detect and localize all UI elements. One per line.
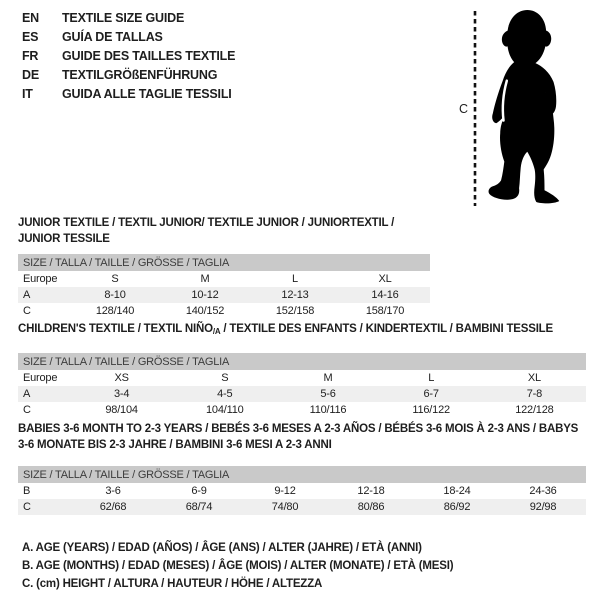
size-value-cell: 116/122: [412, 404, 450, 416]
size-value-cell: 3-4: [113, 388, 130, 400]
size-value-cell: 152/158: [275, 305, 315, 317]
size-value-cell: 80/86: [357, 501, 385, 513]
size-value-cell: 8-10: [104, 289, 126, 301]
junior-textile-section: [18, 215, 430, 319]
table-row: [18, 483, 586, 499]
size-value-cell: 14-16: [371, 289, 399, 301]
size-value-cell: 6-9: [191, 485, 207, 497]
size-value-cell: 140/152: [185, 305, 225, 317]
size-value-cell: 98/104: [105, 404, 138, 416]
size-value-cell: 12-18: [357, 485, 385, 497]
language-guide-list: [22, 9, 235, 104]
row-label: B: [23, 485, 31, 497]
size-value-cell: 10-12: [191, 289, 219, 301]
size-value-cell: 158/170: [365, 305, 405, 317]
size-value-cell: 6-7: [423, 388, 439, 400]
size-header-bar: SIZE / TALLA / TAILLE / GRÖSSE / TAGLIA: [18, 353, 586, 370]
footnote: C. (cm) HEIGHT / ALTURA / HAUTEUR / HÖHE / ALTEZZA: [22, 578, 323, 590]
size-value-cell: 4-5: [217, 388, 233, 400]
size-value-cell: L: [428, 372, 435, 384]
language-row: [22, 9, 235, 28]
size-value-cell: XS: [114, 372, 129, 384]
table-row: [18, 271, 430, 287]
size-value-cell: 24-36: [529, 485, 557, 497]
size-value-cell: L: [292, 273, 298, 285]
height-measure-label: C: [459, 102, 468, 116]
title-subscript: /A: [212, 327, 221, 336]
language-code: ES: [22, 30, 39, 44]
size-value-cell: 122/128: [515, 404, 554, 416]
size-value-cell: XL: [527, 372, 541, 384]
size-header-bar: SIZE / TALLA / TAILLE / GRÖSSE / TAGLIA: [18, 254, 430, 271]
row-label: C: [23, 305, 31, 317]
size-value-cell: 62/68: [99, 501, 127, 513]
language-title: GUÍA DE TALLAS: [62, 30, 163, 44]
language-title: GUIDA ALLE TAGLIE TESSILI: [62, 87, 232, 101]
language-code: DE: [22, 68, 39, 82]
babies-textile-section: [18, 421, 586, 515]
table-title: CHILDREN'S TEXTILE / TEXTIL $NIÑO_{/A}$ / TEXTILE DES ENFANTS / KINDERTEXTIL / BAMBINI TESSILE: [18, 323, 553, 336]
size-value-cell: 9-12: [274, 485, 296, 497]
table-row: [18, 386, 586, 402]
size-value-cell: M: [323, 372, 333, 384]
size-value-cell: 18-24: [443, 485, 471, 497]
footnote-list: [22, 539, 453, 593]
table-row: [18, 499, 586, 515]
table-row: [18, 303, 430, 319]
table-row: [18, 402, 586, 418]
size-value-cell: 92/98: [529, 501, 557, 513]
size-value-cell: S: [111, 273, 119, 285]
table-row: [18, 370, 586, 386]
footnote: A. AGE (YEARS) / EDAD (AÑOS) / ÂGE (ANS) / ALTER (JAHRE) / ETÀ (ANNI): [22, 542, 422, 554]
language-row: [22, 47, 235, 66]
row-label: Europe: [23, 273, 58, 285]
size-value-cell: 7-8: [526, 388, 543, 400]
table-title: JUNIOR TEXTILE / TEXTIL JUNIOR/ TEXTILE JUNIOR / JUNIORTEXTIL / JUNIOR TESSILE: [18, 217, 395, 245]
language-row: [22, 66, 235, 85]
size-table: [18, 466, 586, 515]
size-value-cell: 110/116: [309, 404, 347, 416]
language-title: TEXTILE SIZE GUIDE: [62, 11, 185, 25]
footnote: B. AGE (MONTHS) / EDAD (MESES) / ÂGE (MOIS) / ALTER (MONATE) / ETÀ (MESI): [22, 560, 454, 572]
language-code: EN: [22, 11, 39, 25]
size-value-cell: 5-6: [320, 388, 336, 400]
size-value-cell: 86/92: [443, 501, 471, 513]
table-row: [18, 287, 430, 303]
language-code: FR: [22, 49, 39, 63]
row-label: C: [23, 501, 31, 513]
table-title: BABIES 3-6 MONTH TO 2-3 YEARS / BEBÉS 3-6 MESES A 2-3 AÑOS / BÉBÉS 3-6 MOIS À 2-3 ANS / BABYS 3-6 MONATE BIS 2-3 JAHRE / BAMBINI 3-6 MESI A 2-3 ANNI: [18, 423, 579, 451]
size-value-cell: XL: [378, 273, 392, 285]
row-label: A: [23, 289, 31, 301]
size-value-cell: 128/140: [95, 305, 135, 317]
size-value-cell: 68/74: [185, 501, 213, 513]
size-value-cell: 74/80: [271, 501, 299, 513]
figure-area: [445, 4, 595, 210]
row-label: A: [23, 388, 31, 400]
childrens-textile-section: [18, 321, 586, 418]
language-row: [22, 85, 235, 104]
size-value-cell: 3-6: [105, 485, 121, 497]
size-table: [18, 353, 586, 418]
language-code: IT: [22, 87, 33, 101]
row-label: Europe: [23, 372, 58, 384]
row-label: C: [23, 404, 31, 416]
size-table: [18, 254, 430, 319]
size-value-cell: M: [200, 273, 210, 285]
size-value-cell: S: [221, 372, 229, 384]
language-title: TEXTILGRÖßENFÜHRUNG: [62, 68, 218, 82]
size-value-cell: 12-13: [281, 289, 309, 301]
size-value-cell: 104/110: [206, 404, 244, 416]
language-row: [22, 28, 235, 47]
language-title: GUIDE DES TAILLES TEXTILE: [62, 49, 236, 63]
size-header-bar: SIZE / TALLA / TAILLE / GRÖSSE / TAGLIA: [18, 466, 586, 483]
